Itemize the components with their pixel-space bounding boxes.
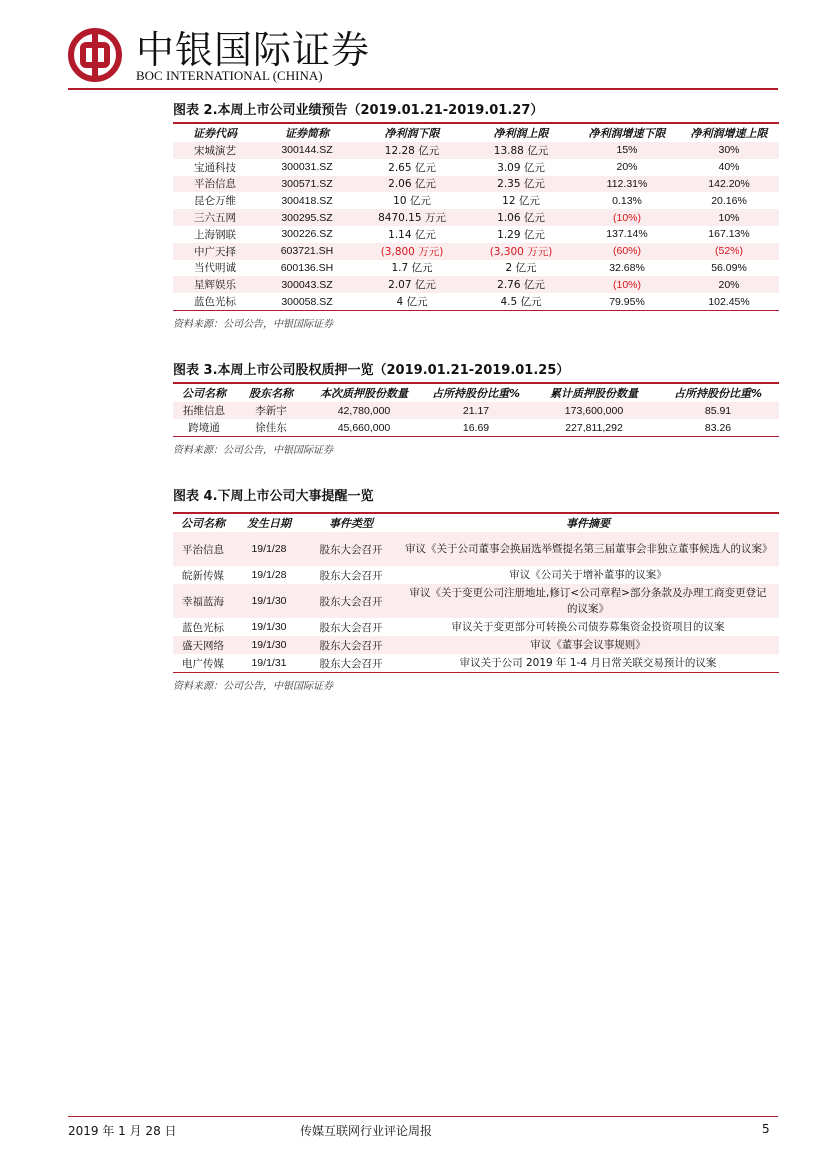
table-cell: 2.06 亿元 xyxy=(357,176,467,193)
boc-logo-icon xyxy=(68,28,122,82)
page-header xyxy=(68,20,778,92)
column-header: 证券简称 xyxy=(285,127,329,140)
table-cell: 股东大会召开 xyxy=(305,584,397,618)
column-header: 本次质押股份数量 xyxy=(320,387,408,400)
table-cell: 徐佳东 xyxy=(255,422,287,434)
footer-date: 2019 年 1 月 28 日 xyxy=(68,1124,177,1138)
column-header: 累计质押股份数量 xyxy=(550,387,638,400)
table-cell: 平治信息 xyxy=(173,532,233,566)
table-cell: 跨境通 xyxy=(188,422,220,434)
table3-source: 资料来源：公司公告，中银国际证券 xyxy=(173,445,333,456)
footer-divider xyxy=(68,1116,778,1117)
column-header: 发生日期 xyxy=(247,517,291,530)
table-cell: 0.13% xyxy=(612,194,642,207)
table-cell: (3,800 万元) xyxy=(357,243,467,260)
table-cell: 2.07 亿元 xyxy=(357,276,467,293)
table-cell: 当代明诚 xyxy=(194,262,236,275)
table2-source: 资料来源：公司公告，中银国际证券 xyxy=(173,318,333,330)
footer-report-title: 传媒互联网行业评论周报 xyxy=(300,1124,433,1138)
table-cell: 30% xyxy=(679,142,779,159)
table-cell: 300031.SZ xyxy=(281,161,333,174)
events-reminder-section xyxy=(173,486,779,691)
table-cell: 拓维信息 xyxy=(173,402,235,419)
table-cell: 112.31% xyxy=(575,176,679,193)
table-row xyxy=(173,618,779,636)
table-cell: 600136.SH xyxy=(280,261,334,274)
column-header: 净利润下限 xyxy=(384,127,440,140)
table-header-row xyxy=(173,384,779,402)
table-cell: 审议《董事会议事规则》 xyxy=(397,636,779,654)
table-row xyxy=(173,654,779,672)
table-cell: 83.26 xyxy=(704,421,732,434)
table-cell: 李新宇 xyxy=(235,402,307,419)
equity-pledge-section xyxy=(173,360,779,455)
table-cell: 审议关于变更部分可转换公司债券募集资金投资项目的议案 xyxy=(451,621,725,633)
events-reminder-table xyxy=(173,514,779,672)
table-header-row xyxy=(173,514,779,532)
table-cell: 42,780,000 xyxy=(307,402,421,419)
table-cell: 平治信息 xyxy=(173,176,257,193)
table-cell: 16.69 xyxy=(462,421,490,434)
brand-name-en: BOC INTERNATIONAL (CHINA) xyxy=(136,68,323,83)
table-cell: 300571.SZ xyxy=(257,176,357,193)
table3-bottom-rule xyxy=(173,436,779,437)
table-row xyxy=(173,419,779,436)
table-cell: 19/1/28 xyxy=(251,569,287,581)
table-cell: 21.17 xyxy=(421,402,531,419)
column-header: 净利润上限 xyxy=(493,127,549,140)
table-row xyxy=(173,276,779,293)
table-cell: 13.88 亿元 xyxy=(467,142,575,159)
table-cell: 300295.SZ xyxy=(257,209,357,226)
table-cell: 167.13% xyxy=(708,228,750,241)
table-cell: 79.95% xyxy=(609,295,645,308)
table-cell: (10%) xyxy=(575,209,679,226)
table-cell: 皖新传媒 xyxy=(182,569,224,582)
table-cell: 股东大会召开 xyxy=(305,532,397,566)
table-cell: 142.20% xyxy=(679,176,779,193)
table-row xyxy=(173,243,779,260)
earnings-forecast-table xyxy=(173,124,779,310)
table-cell: 3.09 亿元 xyxy=(497,161,545,174)
table-cell: 蓝色光标 xyxy=(194,296,236,309)
table-cell: 股东大会召开 xyxy=(319,657,383,670)
table-cell: 2.76 亿元 xyxy=(467,276,575,293)
table-cell: 12.28 亿元 xyxy=(357,142,467,159)
column-header: 净利润增速上限 xyxy=(690,127,768,140)
column-header: 净利润增速下限 xyxy=(588,127,666,140)
table2-bottom-rule xyxy=(173,310,779,311)
column-header: 公司名称 xyxy=(181,517,225,530)
table-cell: 1.7 亿元 xyxy=(391,262,433,275)
table-cell: (10%) xyxy=(575,276,679,293)
table-cell: 三六五网 xyxy=(173,209,257,226)
table-cell: 137.14% xyxy=(606,228,648,241)
table-row xyxy=(173,402,779,419)
column-header: 股东名称 xyxy=(249,387,293,400)
table-cell: 15% xyxy=(575,142,679,159)
table-row xyxy=(173,226,779,243)
table-cell: 12 亿元 xyxy=(502,195,540,208)
table-row xyxy=(173,260,779,277)
table-cell: 19/1/28 xyxy=(233,532,305,566)
table4-bottom-rule xyxy=(173,672,779,673)
table-cell: 宋城演艺 xyxy=(173,142,257,159)
table-cell: 股东大会召开 xyxy=(319,621,383,634)
table-cell: 32.68% xyxy=(609,261,645,274)
page-number: 5 xyxy=(762,1122,770,1136)
table-cell: 19/1/30 xyxy=(233,584,305,618)
table-cell: 2 亿元 xyxy=(505,262,537,275)
table-cell: 227,811,292 xyxy=(565,421,623,434)
earnings-forecast-section xyxy=(173,100,779,329)
table-cell: 审议《关于变更公司注册地址,修订<公司章程>部分条款及办理工商变更登记的议案》 xyxy=(397,584,779,618)
table-cell: 40% xyxy=(718,161,740,174)
column-header: 事件类型 xyxy=(329,517,373,530)
table-cell: 300058.SZ xyxy=(281,295,333,308)
column-header: 公司名称 xyxy=(182,387,226,400)
column-header: 占所持股份比重% xyxy=(431,387,521,400)
equity-pledge-table xyxy=(173,384,779,436)
table-cell: 603721.SH xyxy=(257,243,357,260)
table-row xyxy=(173,142,779,159)
table-cell: 300226.SZ xyxy=(281,228,333,241)
table4-title: 图表 4.下周上市公司大事提醒一览 xyxy=(173,489,374,504)
table-cell: 审议《关于公司董事会换届选举暨提名第三届董事会非独立董事候选人的议案》 xyxy=(397,532,779,566)
table-row xyxy=(173,209,779,226)
table-cell: 蓝色光标 xyxy=(182,621,224,634)
table-cell: 1.29 亿元 xyxy=(497,228,545,241)
table-cell: 102.45% xyxy=(708,295,750,308)
table-cell: 星辉娱乐 xyxy=(173,276,257,293)
table-cell: 宝通科技 xyxy=(194,161,236,174)
table-cell: 173,600,000 xyxy=(531,402,657,419)
table-cell: 19/1/30 xyxy=(251,621,287,633)
table-row xyxy=(173,636,779,654)
table-cell: 300418.SZ xyxy=(281,194,333,207)
table-cell: 审议关于公司 2019 年 1-4 月日常关联交易预计的议案 xyxy=(459,657,717,669)
table-cell: 20% xyxy=(616,161,638,174)
table-cell: 1.06 亿元 xyxy=(467,209,575,226)
table-header-row xyxy=(173,124,779,142)
table-cell: 19/1/30 xyxy=(233,636,305,654)
table4-source: 资料来源：公司公告，中银国际证券 xyxy=(173,681,333,692)
table-cell: 1.14 亿元 xyxy=(388,228,436,241)
table-cell: 审议《公司关于增补董事的议案》 xyxy=(509,569,667,581)
table-cell: 10% xyxy=(679,209,779,226)
table-cell: (60%) xyxy=(575,243,679,260)
table-cell: 2.35 亿元 xyxy=(467,176,575,193)
table-cell: (52%) xyxy=(679,243,779,260)
table-row xyxy=(173,192,779,209)
table-row xyxy=(173,176,779,193)
table3-title: 图表 3.本周上市公司股权质押一览（2019.01.21-2019.01.25） xyxy=(173,363,570,378)
table-cell: 中广天择 xyxy=(173,243,257,260)
table2-title: 图表 2.本周上市公司业绩预告（2019.01.21-2019.01.27） xyxy=(173,103,544,118)
table-cell: 45,660,000 xyxy=(337,421,391,434)
table-cell: 电广传媒 xyxy=(182,657,224,670)
column-header: 证券代码 xyxy=(193,127,237,140)
table-cell: 股东大会召开 xyxy=(305,636,397,654)
header-divider xyxy=(68,88,778,90)
table-cell: 幸福蓝海 xyxy=(173,584,233,618)
table-cell: 56.09% xyxy=(711,261,747,274)
column-header: 占所持股份比重% xyxy=(673,387,763,400)
table-cell: 300043.SZ xyxy=(257,276,357,293)
table-row xyxy=(173,293,779,310)
table-cell: (3,300 万元) xyxy=(467,243,575,260)
table-row xyxy=(173,159,779,176)
table-cell: 20.16% xyxy=(711,194,747,207)
table-cell: 19/1/31 xyxy=(251,657,287,669)
table-cell: 10 亿元 xyxy=(393,195,431,208)
table-row xyxy=(173,566,779,584)
brand-name-cn: 中银国际证券 xyxy=(136,28,371,72)
table-cell: 20% xyxy=(679,276,779,293)
table-row xyxy=(173,584,779,618)
table-cell: 8470.15 万元 xyxy=(357,209,467,226)
table-row xyxy=(173,532,779,566)
table-cell: 300144.SZ xyxy=(257,142,357,159)
table-cell: 2.65 亿元 xyxy=(388,161,436,174)
table-cell: 昆仑万维 xyxy=(194,195,236,208)
table-cell: 4.5 亿元 xyxy=(500,296,542,309)
table-cell: 上海钢联 xyxy=(194,228,236,241)
table-cell: 85.91 xyxy=(657,402,779,419)
table-cell: 4 亿元 xyxy=(396,296,428,309)
table-cell: 盛天网络 xyxy=(173,636,233,654)
column-header: 事件摘要 xyxy=(566,517,610,530)
table-cell: 股东大会召开 xyxy=(319,569,383,582)
